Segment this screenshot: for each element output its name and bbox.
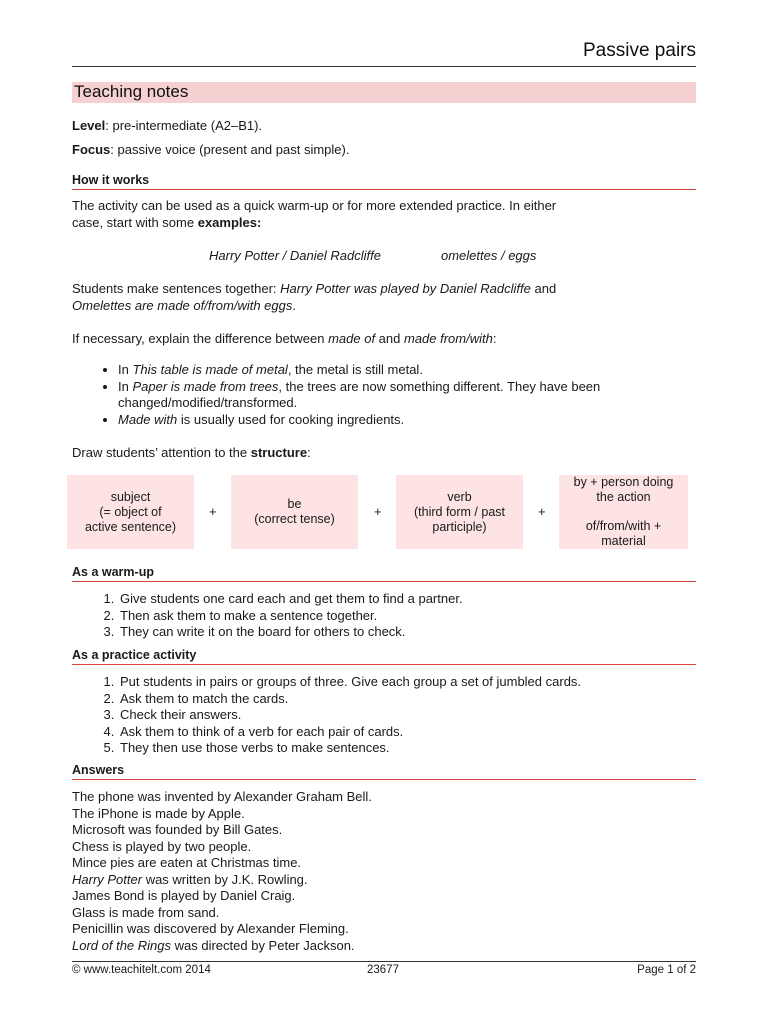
structure-box-agent xyxy=(559,475,688,549)
footer-divider xyxy=(72,961,696,962)
examples-label: examples: xyxy=(197,214,262,230)
structure-text: Draw students’ attention to the xyxy=(72,445,251,460)
answer-text: was directed by Peter Jackson. xyxy=(171,937,355,953)
how-it-works-heading: How it works xyxy=(72,173,696,190)
bullet-text: , the metal is still metal. xyxy=(287,362,423,377)
teaching-notes-banner xyxy=(72,82,696,103)
list-item: 5. They then use those verbs to make sentences. xyxy=(118,740,718,757)
answer-line: Mince pies are eaten at Christmas time. xyxy=(72,855,302,870)
bullet-text: , the trees are now something different. They have been changed/modified/transformed. xyxy=(118,378,601,410)
answers-heading: Answers xyxy=(72,763,696,780)
example-1 xyxy=(209,248,381,265)
explain-line xyxy=(72,331,496,348)
warmup-heading: As a warm-up xyxy=(72,565,696,582)
explain-term: made from/with xyxy=(403,331,493,346)
box-line: participle) xyxy=(432,519,487,534)
answer-title: Harry Potter xyxy=(72,871,143,887)
answer-line: Penicillin was discovered by Alexander Fleming. xyxy=(72,921,349,936)
bullet-example: This table is made of metal xyxy=(132,362,288,377)
focus-label: Focus xyxy=(72,142,111,157)
example-2-text: omelettes / eggs xyxy=(441,248,537,263)
list-item: 2. Then ask them to make a sentence together. xyxy=(118,608,718,625)
bullet-example: Made with xyxy=(118,411,178,427)
list-item: 1. Put students in pairs or groups of three. Give each group a set of jumbled cards. xyxy=(118,674,718,691)
example-2 xyxy=(441,248,536,265)
intro-line-2 xyxy=(72,215,682,232)
answer-line: The phone was invented by Alexander Graham Bell. xyxy=(72,789,372,804)
footer-copyright: © www.teachitelt.com 2014 xyxy=(72,964,211,976)
footer-code: 23677 xyxy=(367,964,399,976)
example-1-text: Harry Potter / Daniel Radcliffe xyxy=(209,248,381,263)
header-divider xyxy=(72,66,696,67)
bullet-text: is usually used for cooking ingredients. xyxy=(177,411,405,427)
level-label: Level xyxy=(72,118,106,133)
answer-line: Microsoft was founded by Bill Gates. xyxy=(72,822,283,837)
structure-line xyxy=(72,445,311,462)
structure-text: : xyxy=(307,445,311,460)
plus-sign: + xyxy=(374,504,382,519)
level-value: : pre-intermediate (A2–B1). xyxy=(105,118,263,133)
box-line: be xyxy=(287,497,302,511)
structure-label: structure xyxy=(250,445,308,460)
answers-list xyxy=(72,789,372,954)
page-title: Passive pairs xyxy=(583,40,696,61)
practice-steps xyxy=(72,674,718,757)
box-line: (third form / past xyxy=(414,504,505,519)
box-line: subject xyxy=(110,489,151,504)
answer-line: The iPhone is made by Apple. xyxy=(72,805,245,821)
sentences-line-2 xyxy=(72,298,682,315)
box-line: active sentence) xyxy=(84,519,177,534)
warmup-steps xyxy=(72,591,718,641)
answer-line: Chess is played by two people. xyxy=(72,838,252,854)
level-line xyxy=(72,118,262,135)
box-line: (correct tense) xyxy=(254,512,335,526)
sentences-paragraph xyxy=(72,281,682,314)
explain-text: : xyxy=(492,331,497,346)
plus-sign: + xyxy=(538,504,546,519)
structure-box-verb xyxy=(396,475,523,549)
sent-text: and xyxy=(530,281,557,296)
bullet-text: In xyxy=(118,378,133,394)
intro-text: case, start with some xyxy=(72,214,198,230)
list-item xyxy=(118,412,698,429)
explain-term: made of xyxy=(328,331,376,346)
footer-page-number: Page 1 of 2 xyxy=(637,964,696,976)
bullet-text: In xyxy=(118,362,133,377)
box-line: of/from/with + xyxy=(585,519,662,533)
box-line: verb xyxy=(447,489,472,504)
answer-title: Lord of the Rings xyxy=(72,937,172,953)
answer-line: Glass is made from sand. xyxy=(72,904,220,920)
difference-list xyxy=(72,362,698,428)
intro-line-1: The activity can be used as a quick warm-up or for more extended practice. In either xyxy=(72,198,557,213)
explain-text: If necessary, explain the difference between xyxy=(72,331,329,346)
focus-value: : passive voice (present and past simple). xyxy=(110,142,350,157)
plus-sign: + xyxy=(209,504,217,519)
structure-box-subject xyxy=(67,475,194,549)
list-item: 2. Ask them to match the cards. xyxy=(118,691,718,708)
sentences-line-1 xyxy=(72,281,682,298)
list-item: 4. Ask them to think of a verb for each pair of cards. xyxy=(118,724,718,741)
list-item: 3. They can write it on the board for others to check. xyxy=(118,624,718,641)
answer-line xyxy=(72,938,372,955)
box-line: by + person doing xyxy=(573,475,674,489)
answer-line: James Bond is played by Daniel Craig. xyxy=(72,888,296,903)
box-line: (= object of xyxy=(99,504,162,519)
list-item xyxy=(118,379,698,412)
sent-example: Harry Potter was played by Daniel Radcliffe xyxy=(280,281,531,296)
sent-text: Students make sentences together: xyxy=(72,281,281,296)
structure-box-be xyxy=(231,475,358,549)
bullet-example: Paper is made from trees xyxy=(132,378,279,394)
intro-paragraph xyxy=(72,198,682,231)
answer-text: was written by J.K. Rowling. xyxy=(142,871,308,887)
list-item xyxy=(118,362,698,379)
focus-line xyxy=(72,142,349,159)
list-item: 3. Check their answers. xyxy=(118,707,718,724)
sent-text: . xyxy=(292,297,296,313)
sent-example: Omelettes are made of/from/with eggs xyxy=(72,297,293,313)
box-line: material xyxy=(601,534,646,548)
explain-text: and xyxy=(375,331,404,346)
practice-heading: As a practice activity xyxy=(72,648,696,665)
answer-line xyxy=(72,872,372,889)
banner-title: Teaching notes xyxy=(74,82,189,101)
box-line: the action xyxy=(596,490,651,504)
list-item: 1. Give students one card each and get them to find a partner. xyxy=(118,591,718,608)
